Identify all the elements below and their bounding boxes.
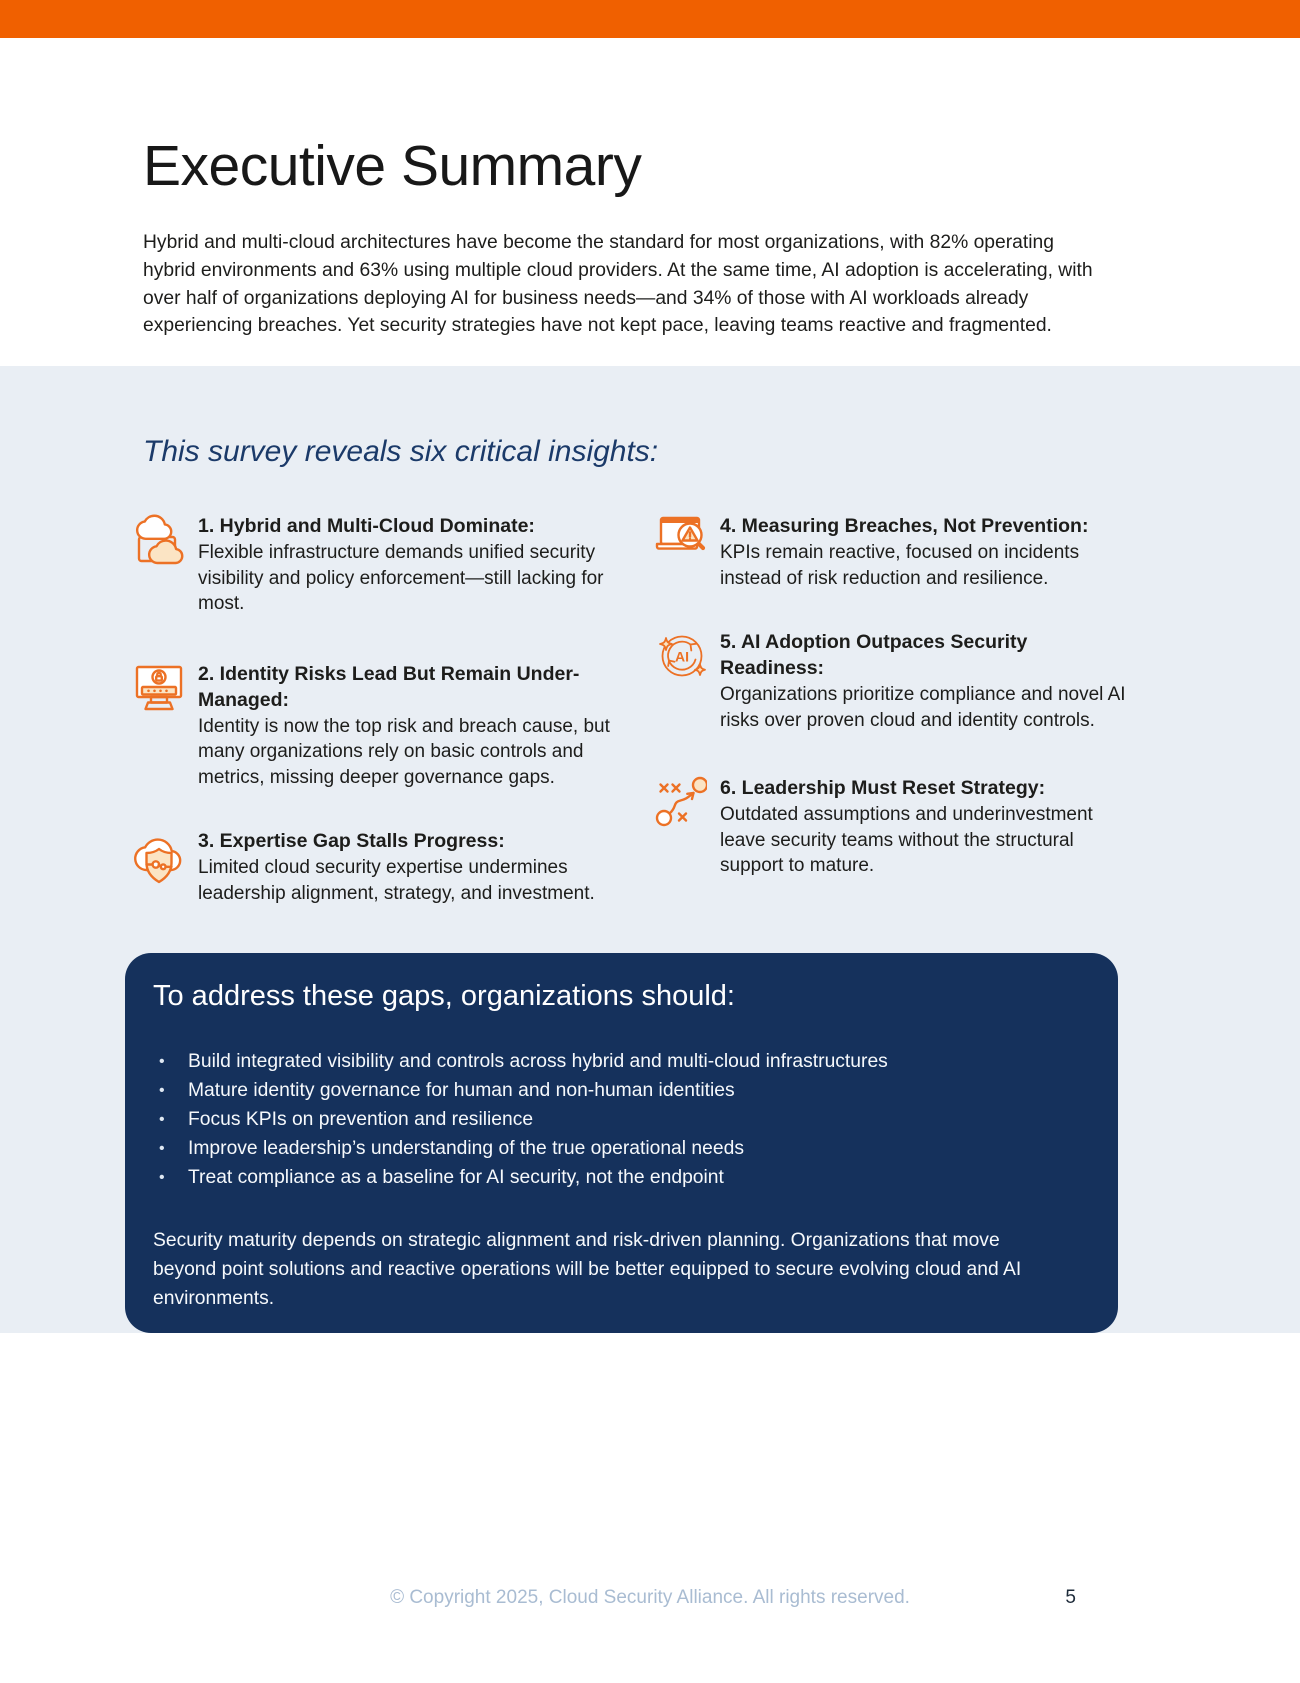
insights-grid xyxy=(133,511,1300,906)
insight-item-1 xyxy=(133,511,655,617)
insight-body: Flexible infrastructure demands unified security visibility and policy enforcement—still lacking for most. xyxy=(198,542,604,615)
insight-body: Limited cloud security expertise undermines leadership alignment, strategy, and investment. xyxy=(198,857,595,904)
recommendations-closing: Security maturity depends on strategic alignment and risk-driven planning. Organizations that move beyond point solutions and reactive operations will be better equipped to secure evolving cloud and AI environments. xyxy=(153,1230,1022,1310)
insight-title: 1. Hybrid and Multi-Cloud Dominate: xyxy=(198,515,535,538)
insight-text xyxy=(720,773,1135,879)
insight-title: 6. Leadership Must Reset Strategy: xyxy=(720,777,1046,800)
svg-text:AI: AI xyxy=(675,648,689,665)
laptop-alert-icon xyxy=(655,513,707,565)
page-number: 5 xyxy=(1065,1587,1076,1608)
recommendations-heading: To address these gaps, organizations should: xyxy=(153,980,735,1013)
insight-body: Organizations prioritize compliance and novel AI risks over proven cloud and identity controls. xyxy=(720,684,1126,731)
insight-text xyxy=(720,627,1135,733)
insight-item-4 xyxy=(655,511,1210,591)
recommendations-card xyxy=(125,953,1118,1333)
cloud-shield-icon xyxy=(133,828,185,886)
page-title: Executive Summary xyxy=(143,134,642,198)
insight-body: KPIs remain reactive, focused on incidents instead of risk reduction and resilience. xyxy=(720,542,1080,589)
insight-item-6 xyxy=(655,773,1210,879)
identity-screen-icon xyxy=(133,661,185,719)
insight-title: 5. AI Adoption Outpaces Security Readiness: xyxy=(720,631,1028,680)
recommendation-item: • Mature identity governance for human and non-human identities xyxy=(153,1076,1066,1105)
insights-heading: This survey reveals six critical insights: xyxy=(143,435,659,469)
recommendation-item: • Build integrated visibility and controls across hybrid and multi-cloud infrastructures xyxy=(153,1047,1066,1076)
recommendation-item: • Focus KPIs on prevention and resilience xyxy=(153,1105,1066,1134)
insights-column-right xyxy=(655,511,1210,906)
recommendation-item: • Treat compliance as a baseline for AI security, not the endpoint xyxy=(153,1163,1066,1192)
insight-item-2 xyxy=(133,659,655,791)
intro-section xyxy=(0,38,1300,366)
intro-paragraph: Hybrid and multi-cloud architectures have become the standard for most organizations, with 82% operating hybrid environments and 63% using multiple cloud providers. At the same time, AI adoption is accelerating, with over half of organizations deploying AI for business needs—and 34% of those with AI workloads already experiencing breaches. Yet security strategies have not kept pace, leaving teams reactive and fragmented. xyxy=(143,232,1093,337)
page-footer xyxy=(0,1587,1300,1613)
insight-title: 2. Identity Risks Lead But Remain Under-Managed: xyxy=(198,662,580,711)
recommendations-list xyxy=(153,1047,1066,1192)
insight-title: 4. Measuring Breaches, Not Prevention: xyxy=(720,515,1089,538)
recommendation-item: • Improve leadership’s understanding of the true operational needs xyxy=(153,1134,1066,1163)
copyright-text: © Copyright 2025, Cloud Security Alliance. All rights reserved. xyxy=(390,1587,910,1608)
insight-item-5 xyxy=(655,627,1210,733)
insight-text xyxy=(198,511,628,617)
insight-item-3 xyxy=(133,826,655,906)
ai-cycle-icon xyxy=(655,629,707,681)
insight-text xyxy=(198,826,628,906)
insight-text xyxy=(198,659,628,791)
insights-column-left xyxy=(133,511,655,906)
hybrid-cloud-icon xyxy=(133,513,185,571)
insight-title: 3. Expertise Gap Stalls Progress: xyxy=(198,830,505,853)
insight-body: Outdated assumptions and underinvestment leave security teams without the structural support to mature. xyxy=(720,804,1093,877)
top-accent-bar xyxy=(0,0,1300,38)
strategy-plan-icon xyxy=(655,775,707,827)
insight-text xyxy=(720,511,1135,591)
insights-section xyxy=(0,366,1300,1333)
insight-body: Identity is now the top risk and breach cause, but many organizations rely on basic controls and metrics, missing deeper governance gaps. xyxy=(198,715,610,788)
